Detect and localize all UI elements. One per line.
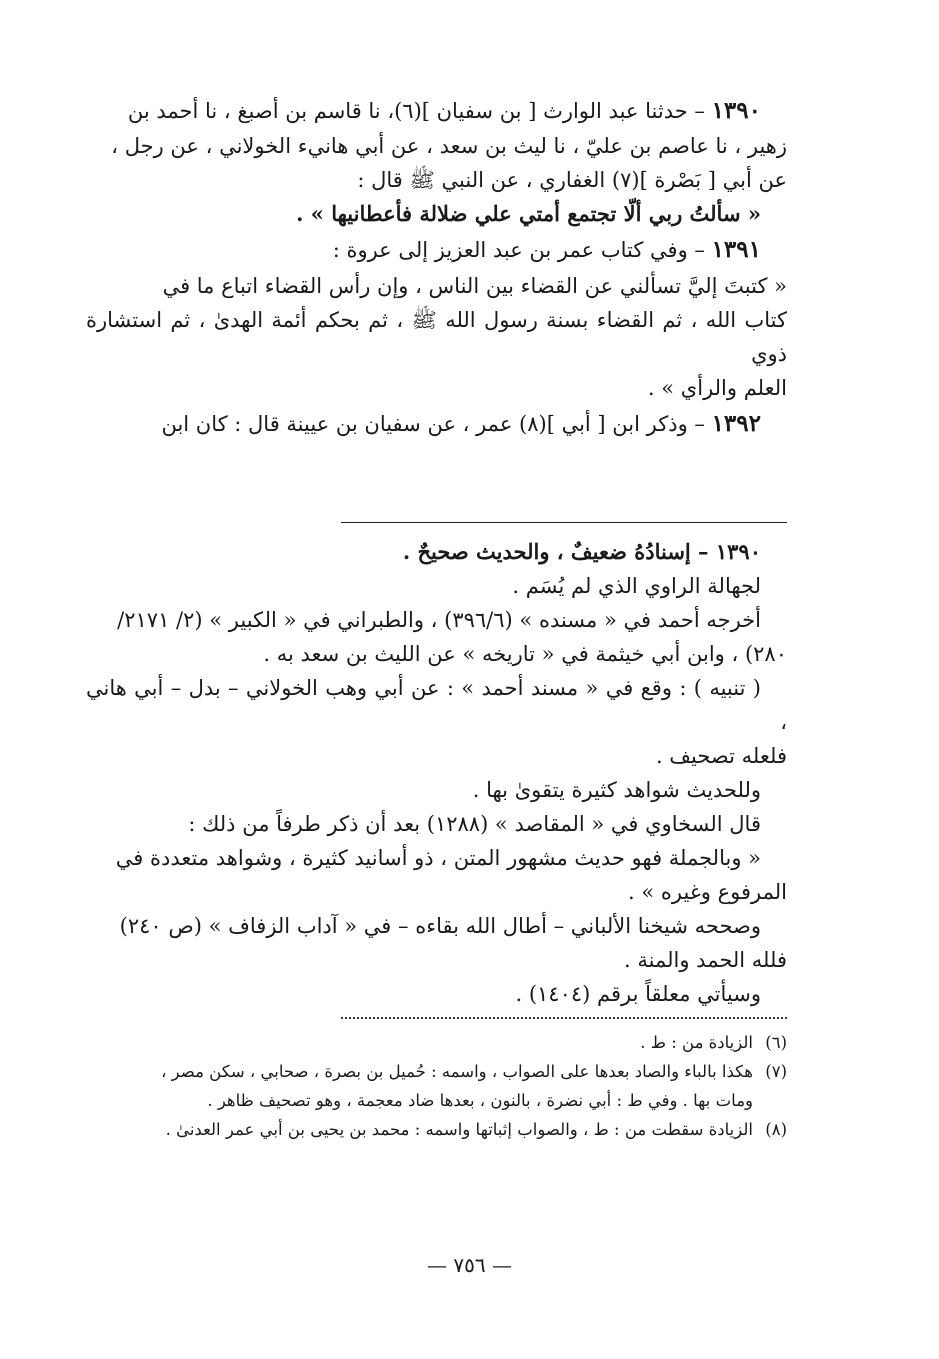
footnote-number: (٦) — [765, 1033, 787, 1053]
section-separator — [341, 522, 787, 523]
commentary-line: المرفوع وغيره » . — [628, 880, 787, 905]
hadith-1392-line-1: ١٣٩٢ – وذكر ابن [ أبي ](٨) عمر ، عن سفيان بن عيينة قال : كان ابن — [161, 409, 761, 437]
hadith-1391-line-1: ١٣٩١ – وفي كتاب عمر بن عبد العزيز إلى عروة : — [332, 236, 761, 264]
hadith-1391-line-4: العلم والرأي » . — [647, 375, 787, 400]
commentary-line: قال السخاوي في « المقاصد » (١٢٨٨) بعد أن ذكر طرفاً من ذلك : — [188, 812, 761, 837]
hadith-1390-line-1: ١٣٩٠ – حدثنا عبد الوارث [ بن سفيان ](٦)، نا قاسم بن أصبغ ، نا أحمد بن — [127, 97, 761, 124]
footnote-6 — [86, 1029, 787, 1058]
hadith-1391-line-3: كتاب الله ، ثم القضاء بسنة رسول الله ﷺ ، ثم بحكم أئمة الهدىٰ ، ثم استشارة ذوي — [86, 307, 787, 366]
commentary-line: وسيأتي معلقاً برقم (١٤٠٤) . — [515, 982, 761, 1007]
commentary-line: ٢٨٠) ، وابن أبي خيثمة في « تاريخه » عن الليث بن سعد به . — [263, 642, 787, 667]
hadith-number: ١٣٩٢ — [711, 409, 761, 437]
footnote-number: (٧) — [765, 1062, 787, 1082]
hadith-1391-line-2: « كتبتَ إليَّ تسألني عن القضاء بين الناس ، وإن رأس القضاء اتباع ما في — [162, 273, 787, 298]
hadith-number: ١٣٩٠ — [711, 97, 761, 124]
commentary-line: أخرجه أحمد في « مسنده » (٣٩٦/٦) ، والطبراني في « الكبير » (٢/ ٢١٧١/ — [117, 608, 761, 633]
page-number: — ٧٥٦ — — [427, 1253, 512, 1277]
hadith-1390-quote: « سألتُ ربي ألّا تجتمع أمتي علي ضلالة فأعطانيها » . — [296, 201, 761, 227]
commentary-section — [86, 535, 787, 1011]
commentary-line: فلله الحمد والمنة . — [624, 948, 787, 973]
footnote-text: الزيادة من : ط . — [640, 1033, 753, 1053]
footnote-8 — [86, 1116, 787, 1145]
commentary-line: لجهالة الراوي الذي لم يُسَم . — [512, 574, 761, 599]
footnote-7-continued: ومات بها . وفي ط : أبي نضرة ، بالنون ، بعدها ضاد معجمة ، وهو تصحيف ظاهر . — [207, 1090, 753, 1110]
hadith-1390-line-2: زهير ، نا عاصم بن عليّ ، نا ليث بن سعد ، عن أبي هانيء الخولاني ، عن رجل ، — [111, 134, 787, 159]
hadith-1390-line-3: عن أبي [ بَصْرة ](٧) الغفاري ، عن النبي ﷺ قال : — [357, 168, 787, 193]
commentary-line: فلعله تصحيف . — [655, 744, 787, 769]
footnote-text: هكذا بالباء والصاد بعدها على الصواب ، واسمه : حُميل بن بصرة ، صحابي ، سكن مصر ، — [161, 1062, 753, 1082]
footnotes — [86, 1029, 787, 1145]
footnote-separator — [341, 1017, 787, 1019]
commentary-line: ( تنبيه ) : وقع في « مسند أحمد » : عن أبي وهب الخولاني – بدل – أبي هاني ، — [86, 676, 787, 735]
footnote-number: (٨) — [765, 1119, 787, 1139]
hadith-number: ١٣٩١ — [711, 236, 761, 264]
footnote-text: الزيادة سقطت من : ط ، والصواب إثباتها واسمه : محمد بن يحيى بن أبي عمر العدنىٰ . — [165, 1119, 753, 1139]
footnote-7 — [86, 1058, 787, 1087]
commentary-heading: ١٣٩٠ – إسنادُهُ ضعيفٌ ، والحديث صحيحٌ . — [402, 539, 761, 564]
commentary-line: وللحديث شواهد كثيرة يتقوىٰ بها . — [472, 778, 761, 803]
hadith-section — [86, 92, 787, 510]
commentary-line: « وبالجملة فهو حديث مشهور المتن ، ذو أسانيد كثيرة ، وشواهد متعددة في — [115, 846, 761, 871]
commentary-line: وصححه شيخنا الألباني – أطال الله بقاءه – في « آداب الزفاف » (ص ٢٤٠) — [119, 914, 761, 939]
